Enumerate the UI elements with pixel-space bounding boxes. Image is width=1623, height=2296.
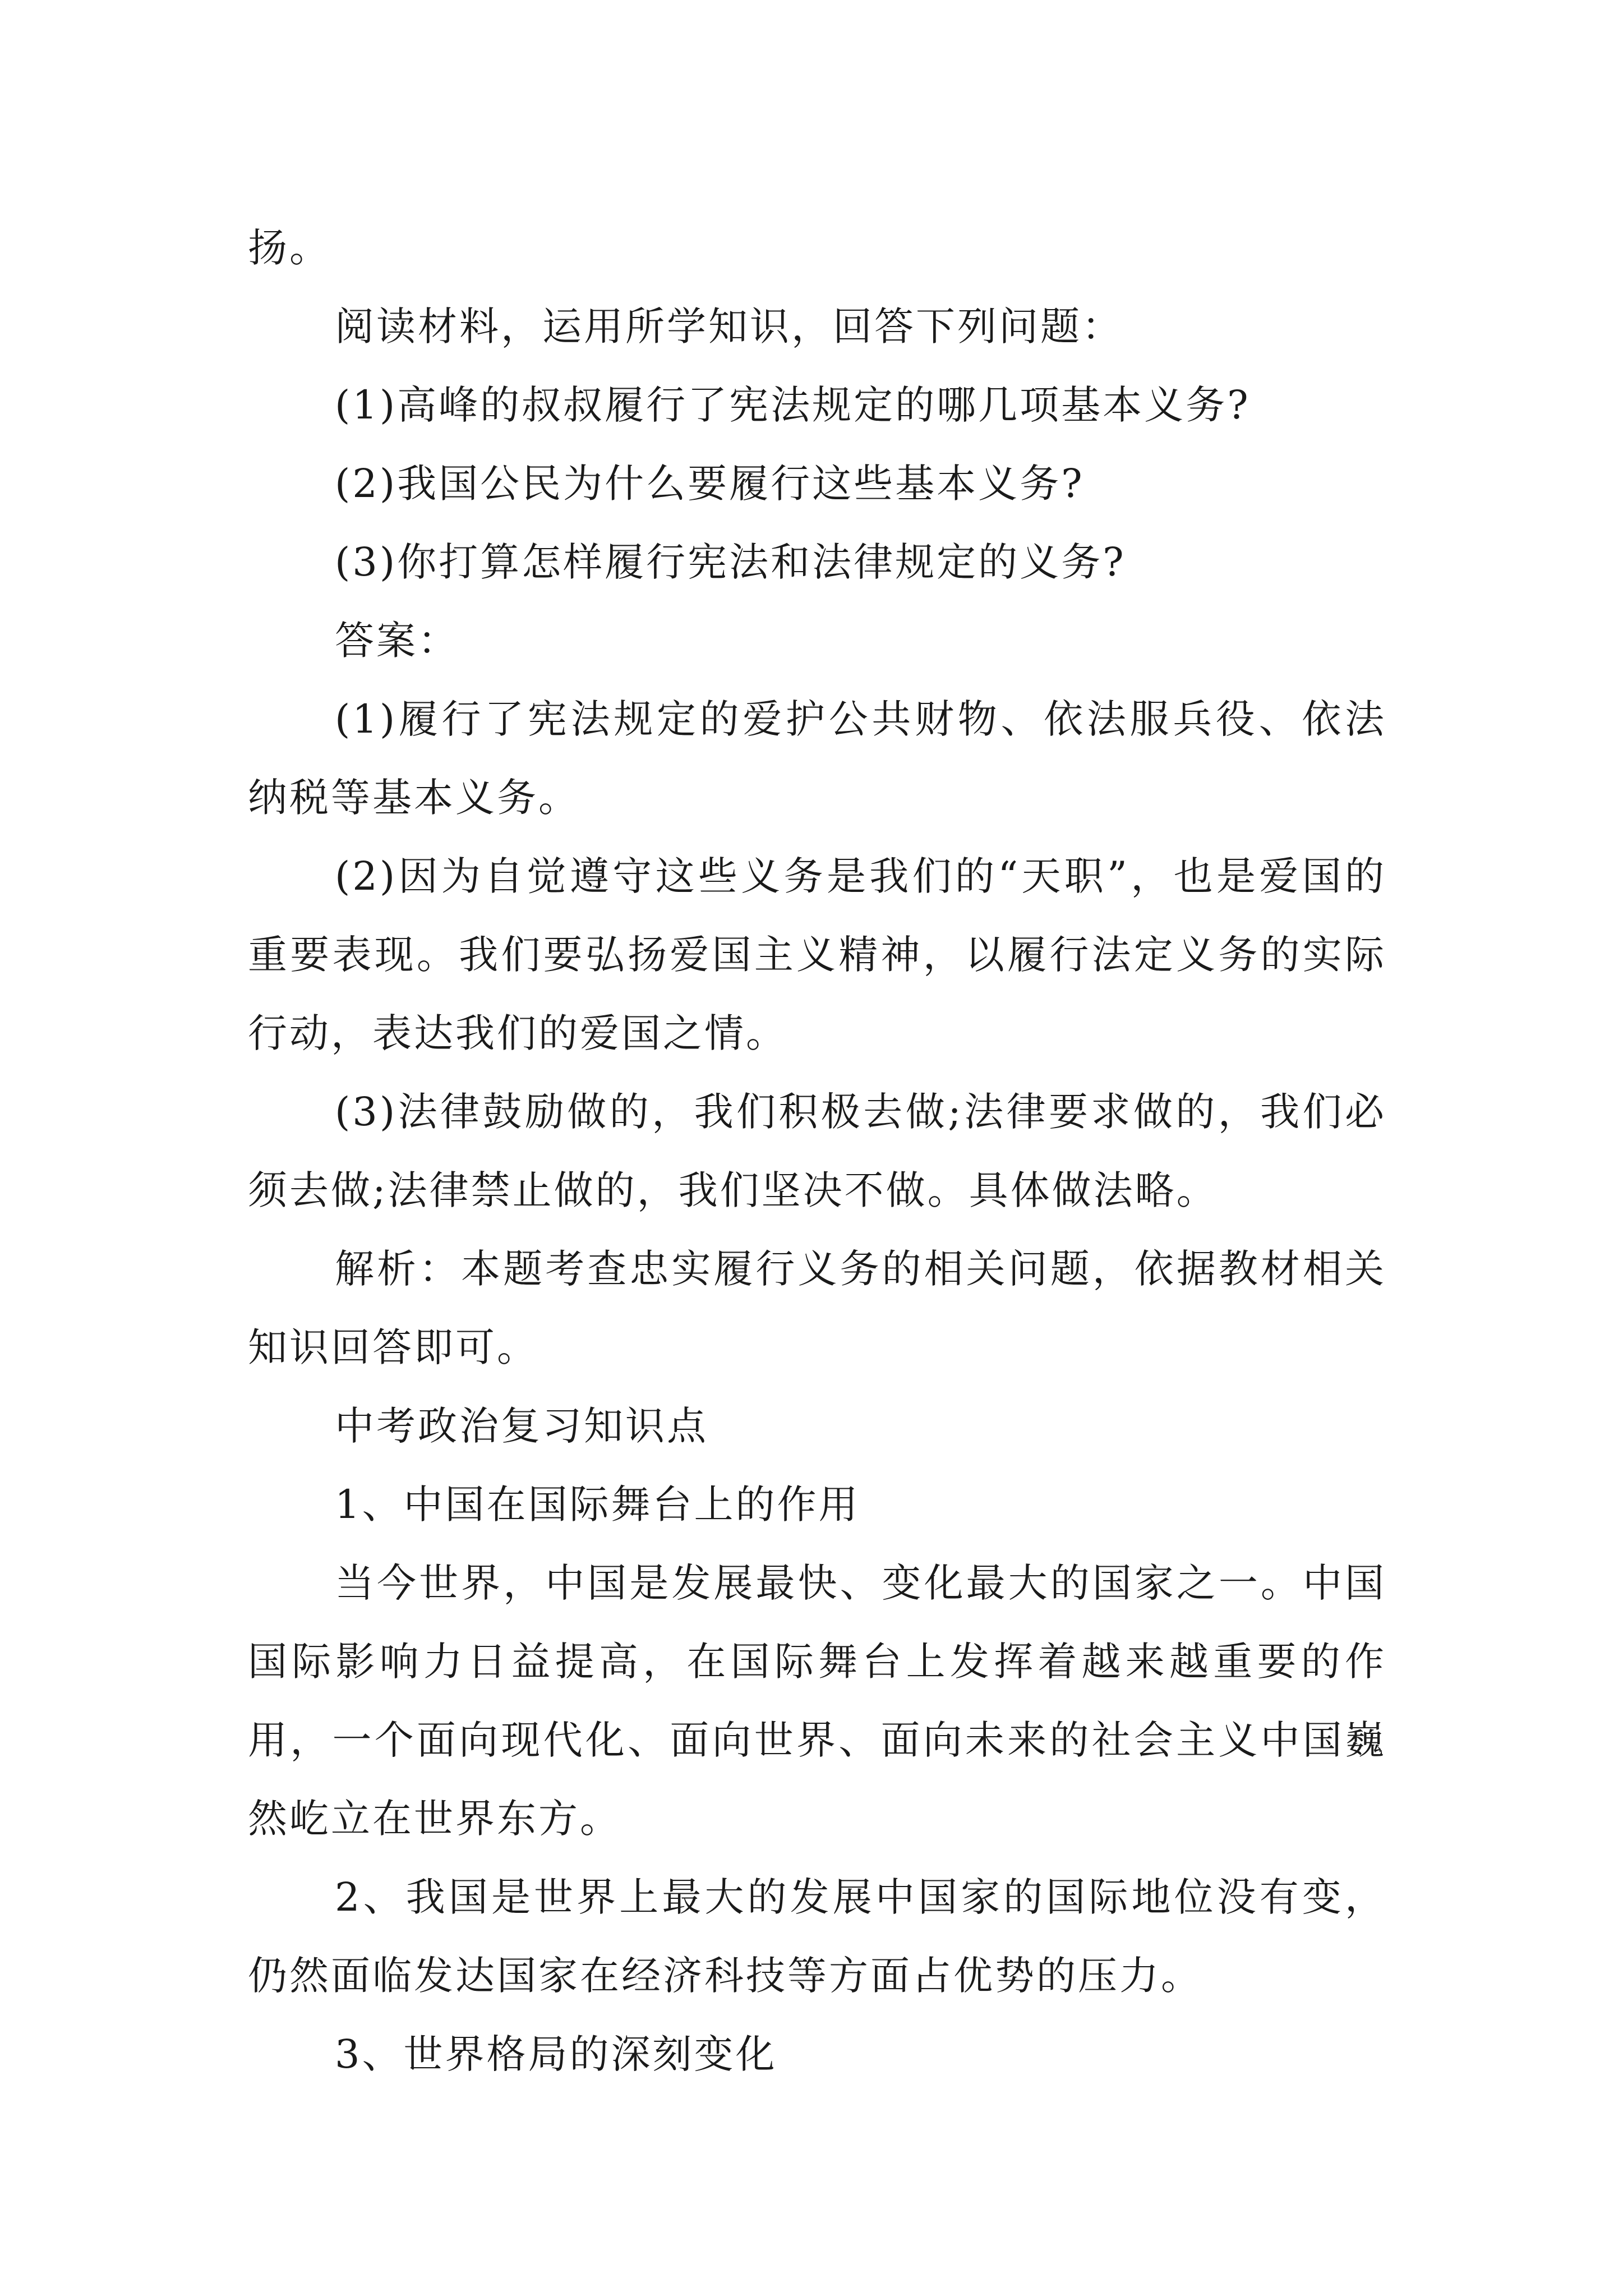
answer-2: (2)因为自觉遵守这些义务是我们的“天职”，也是爱国的重要表现。我们要弘扬爱国主义精神，以履行法定义务的实际行动，表达我们的爱国之情。 xyxy=(248,853,1386,1056)
paragraph-instruction: 阅读材料，运用所学知识，回答下列问题： xyxy=(335,303,1123,349)
point-1-body: 当今世界，中国是发展最快、变化最大的国家之一。中国国际影响力日益提高，在国际舞台上发挥着越来越重要的作用，一个面向现代化、面向世界、面向未来的社会主义中国巍然屹立在世界东方。 xyxy=(248,1560,1386,1842)
question-1: (1)高峰的叔叔履行了宪法规定的哪几项基本义务? xyxy=(335,382,1251,428)
point-1-heading: 1、中国在国际舞台上的作用 xyxy=(335,1481,860,1527)
section-heading: 中考政治复习知识点 xyxy=(335,1403,708,1449)
question-2: (2)我国公民为什么要履行这些基本义务? xyxy=(335,461,1085,507)
analysis: 解析：本题考查忠实履行义务的相关问题，依据教材相关知识回答即可。 xyxy=(248,1246,1386,1370)
document-body xyxy=(248,209,1386,2093)
paragraph-continuation: 扬。 xyxy=(248,225,331,271)
answer-1: (1)履行了宪法规定的爱护公共财物、依法服兵役、依法纳税等基本义务。 xyxy=(248,696,1386,821)
point-3-heading: 3、世界格局的深刻变化 xyxy=(335,2031,777,2077)
point-2: 2、我国是世界上最大的发展中国家的国际地位没有变，仍然面临发达国家在经济科技等方面占优势的压力。 xyxy=(248,1874,1386,1999)
answer-heading: 答案： xyxy=(335,618,459,664)
question-3: (3)你打算怎样履行宪法和法律规定的义务? xyxy=(335,539,1126,585)
answer-3: (3)法律鼓励做的，我们积极去做;法律要求做的，我们必须去做;法律禁止做的，我们坚决不做。具体做法略。 xyxy=(248,1089,1386,1213)
